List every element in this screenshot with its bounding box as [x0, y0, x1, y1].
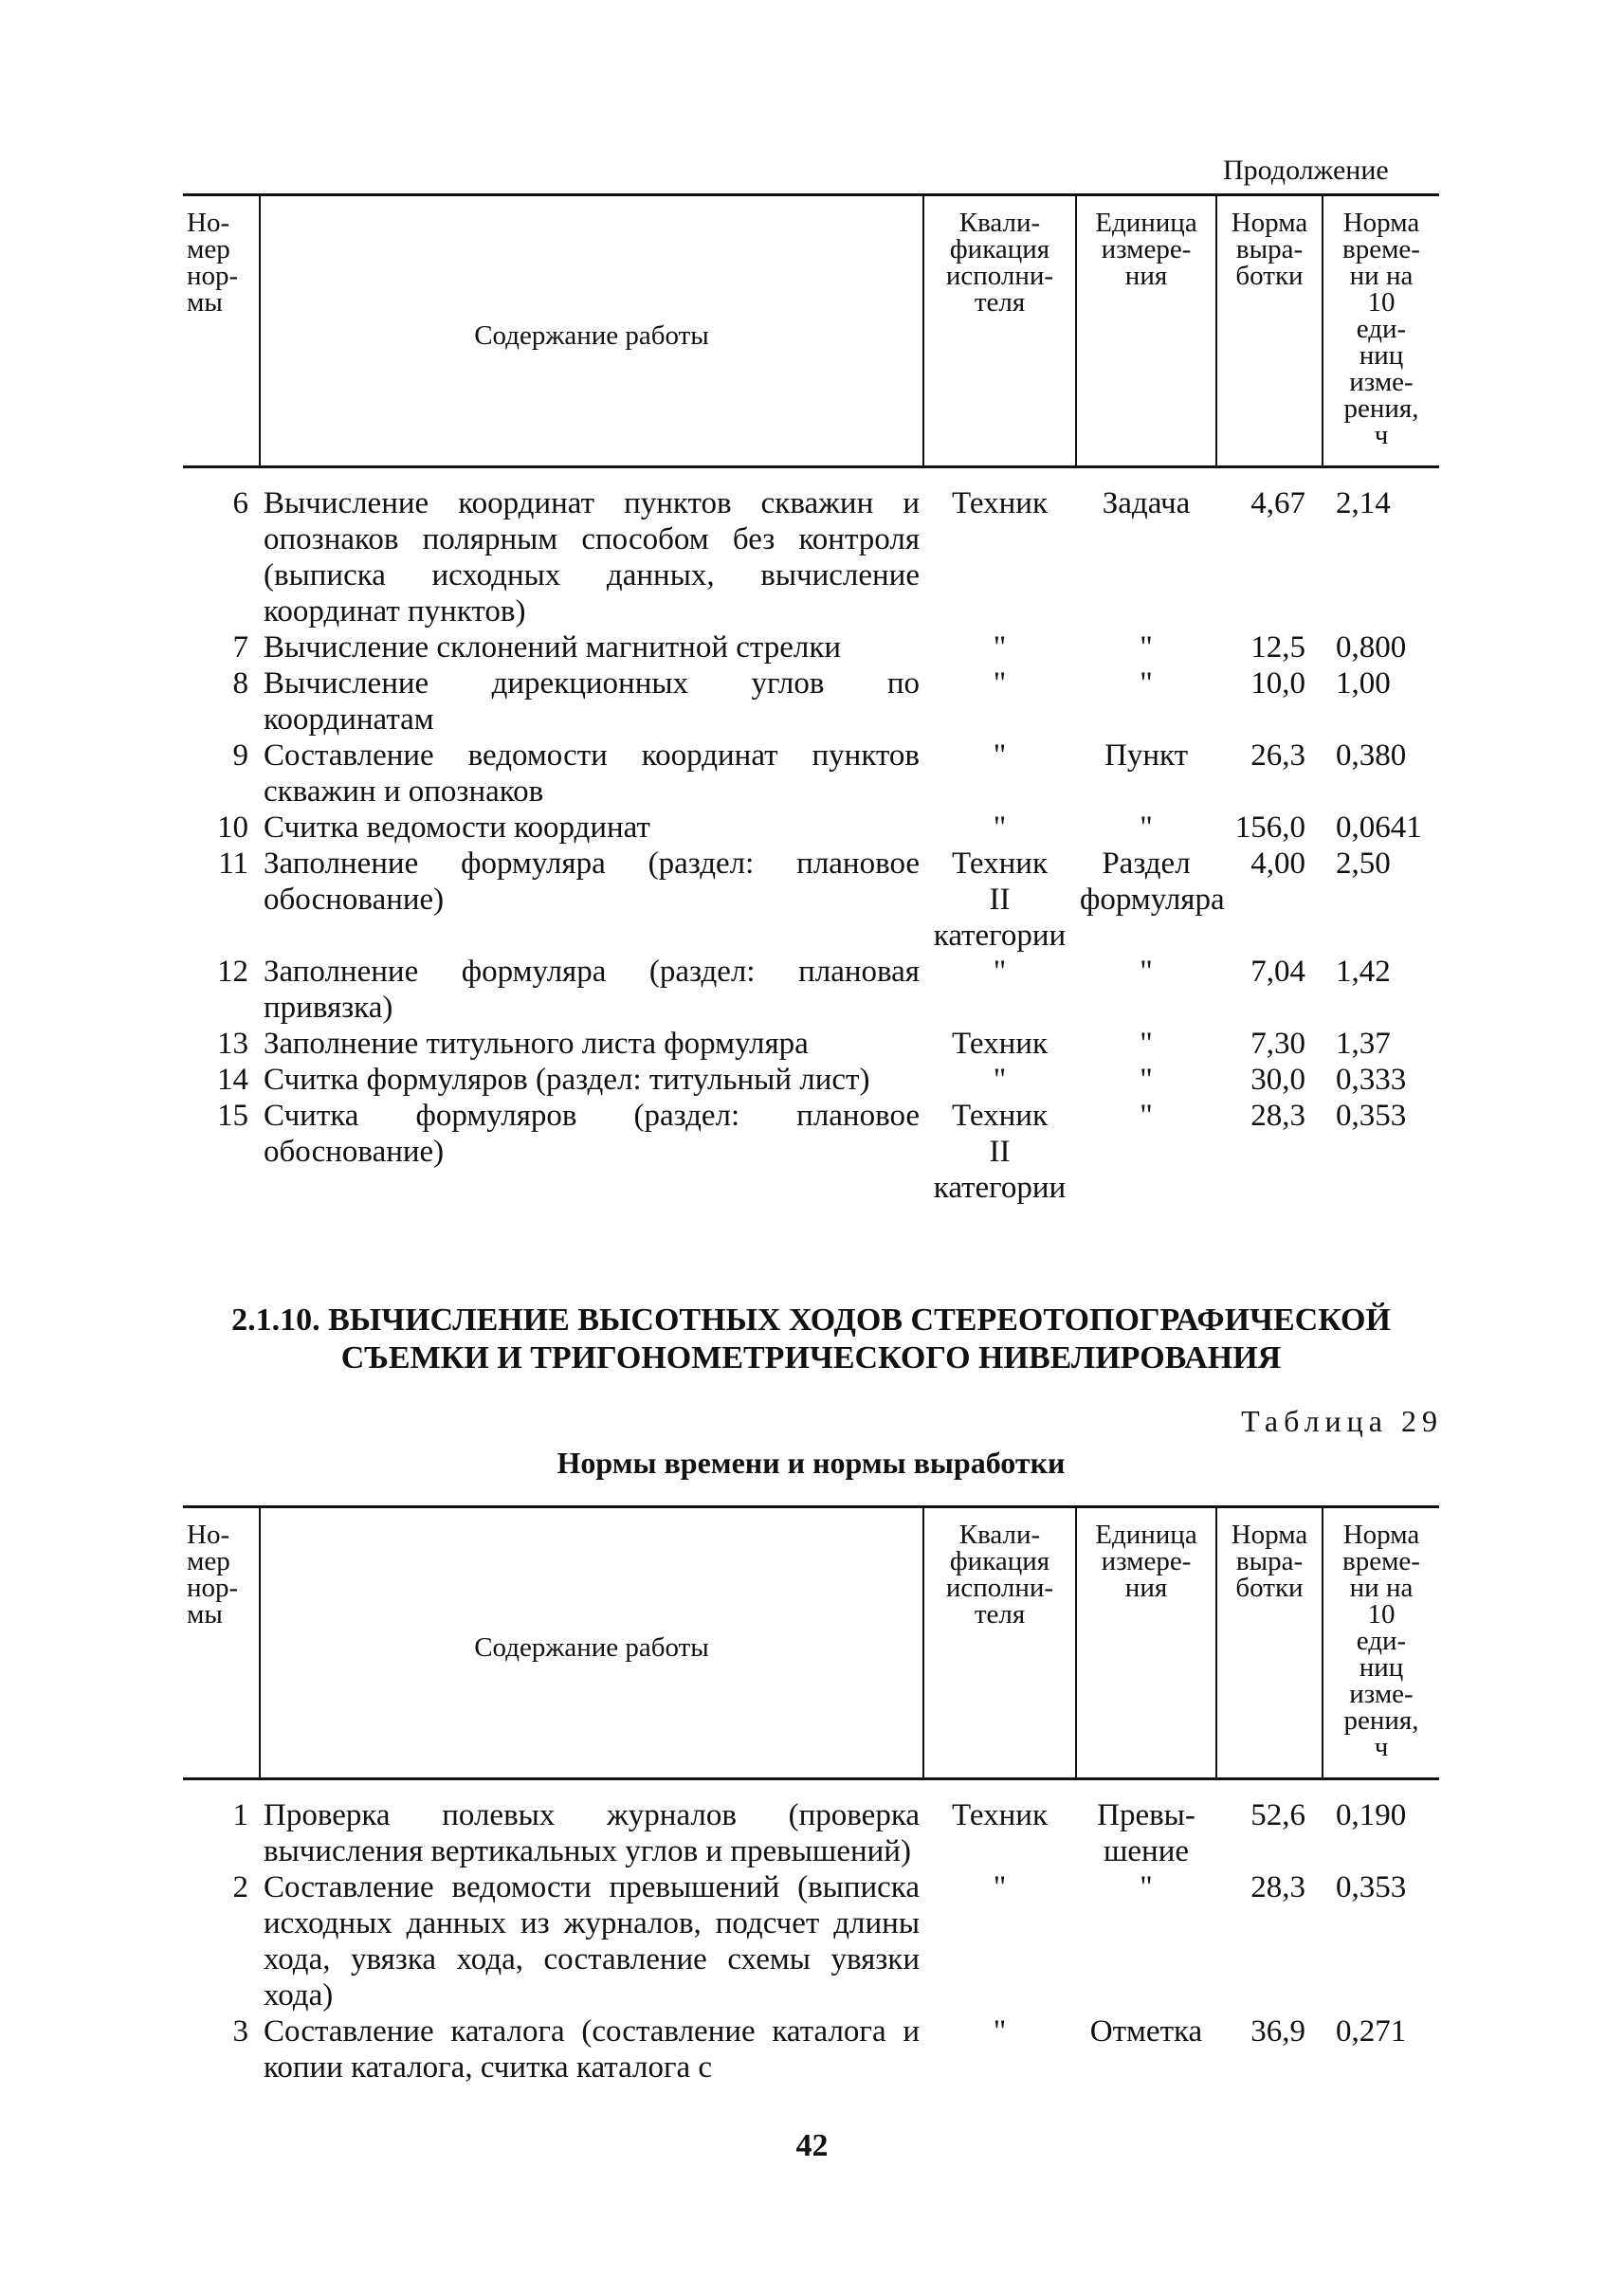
row-time: 0,0641 [1336, 811, 1422, 845]
row-number: 2 [232, 1870, 248, 1904]
row-rate: 28,3 [1250, 1870, 1305, 1904]
header-qualification: Квали- фикация исполни- теля [923, 195, 1076, 467]
table-row [183, 954, 1439, 1026]
row-work: Считка формуляров (раздел: плановое обоснование) [264, 1099, 920, 1169]
row-work: Вычисление дирекционных углов по координатам [264, 666, 920, 737]
header-number: Но- мер нор- мы [187, 208, 239, 318]
row-time: 0,800 [1336, 630, 1407, 665]
row-rate: 156,0 [1234, 811, 1305, 845]
row-number: 14 [217, 1063, 248, 1097]
row-number: 12 [217, 955, 248, 989]
row-unit: Задача [1102, 486, 1191, 520]
row-work: Составление ведомости превышений (выписка исходных данных из журналов, подсчет длины хода, увязка хода, составление схемы увязки хода) [264, 1870, 920, 2013]
header-qualification: Квали- фикация исполни- теля [923, 1507, 1076, 1779]
table-row [183, 1062, 1439, 1098]
row-work: Заполнение формуляра (раздел: плановая привязка) [264, 955, 920, 1025]
row-work: Заполнение формуляра (раздел: плановое обоснование) [264, 847, 920, 917]
row-unit: Раздел формуляра [1080, 847, 1225, 917]
table-row [183, 467, 1439, 630]
table-row [183, 1098, 1439, 1206]
table-row [183, 1779, 1439, 1870]
row-unit: " [1140, 630, 1153, 665]
row-qualification: Техник [952, 486, 1048, 520]
table-caption: Нормы времени и нормы выработки [557, 1446, 1066, 1480]
row-unit: " [1140, 955, 1153, 989]
table-body [183, 467, 1439, 1207]
table-row [183, 1869, 1439, 2013]
table-label: Таблица 29 [1241, 1404, 1443, 1438]
header-rate: Норма выра- ботки [1216, 1507, 1323, 1779]
continuation-label: Продолжение [1223, 155, 1389, 186]
header-rate: Норма выра- ботки [1216, 195, 1323, 467]
row-rate: 12,5 [1250, 630, 1305, 665]
row-qualification: " [993, 738, 1007, 773]
section-heading: 2.1.10. ВЫЧИСЛЕНИЕ ВЫСОТНЫХ ХОДОВ СТЕРЕОТОПОГРАФИЧЕСКОЙ СЪЕМКИ И ТРИГОНОМЕТРИЧЕСКОГО НИВЕЛИРОВАНИЯ [231, 1302, 1391, 1375]
row-qualification: " [993, 2014, 1007, 2049]
row-work: Вычисление склонений магнитной стрелки [264, 630, 842, 665]
row-rate: 7,30 [1250, 1027, 1305, 1061]
header-time: Норма време- ни на 10 еди- ниц изме- рения, ч [1323, 1507, 1439, 1779]
header-unit: Единица измере- ния [1076, 195, 1216, 467]
row-work: Составление ведомости координат пунктов скважин и опознаков [264, 738, 920, 809]
row-time: 0,271 [1336, 2014, 1407, 2049]
table-row [183, 665, 1439, 738]
row-unit: " [1140, 666, 1153, 701]
row-time: 0,190 [1336, 1798, 1407, 1832]
row-number: 10 [217, 811, 248, 845]
row-rate: 4,67 [1250, 486, 1305, 520]
page-number: 42 [795, 2128, 829, 2163]
row-qualification: " [993, 630, 1007, 665]
row-qualification: Техник [952, 1798, 1048, 1832]
row-number: 8 [232, 666, 248, 701]
row-unit: Отметка [1089, 2014, 1203, 2049]
row-qualification: Техник [952, 1027, 1048, 1061]
table-body [183, 1779, 1439, 2086]
table-row [183, 1026, 1439, 1062]
row-number: 15 [217, 1099, 248, 1133]
table-row [183, 2013, 1439, 2086]
row-work: Проверка полевых журналов (проверка вычисления вертикальных углов и превышений) [264, 1798, 920, 1868]
row-qualification: Техник II категории [933, 847, 1067, 953]
row-rate: 52,6 [1250, 1798, 1305, 1832]
row-time: 0,380 [1336, 738, 1407, 773]
row-work: Считка ведомости координат [264, 811, 650, 845]
row-time: 1,37 [1336, 1027, 1391, 1061]
row-qualification: " [993, 1063, 1007, 1097]
row-rate: 7,04 [1250, 955, 1305, 989]
row-unit: " [1140, 1063, 1153, 1097]
row-number: 9 [232, 738, 248, 773]
row-unit: " [1140, 811, 1153, 845]
row-number: 11 [218, 847, 248, 881]
row-rate: 4,00 [1250, 847, 1305, 881]
row-qualification: Техник II категории [933, 1099, 1067, 1205]
row-time: 1,42 [1336, 955, 1391, 989]
row-time: 0,333 [1336, 1063, 1407, 1097]
row-number: 13 [217, 1027, 248, 1061]
row-time: 1,00 [1336, 666, 1391, 701]
table-row [183, 846, 1439, 954]
row-rate: 30,0 [1250, 1063, 1305, 1097]
row-unit: " [1140, 1870, 1153, 1904]
row-time: 0,353 [1336, 1099, 1407, 1133]
row-work: Заполнение титульного листа формуляра [264, 1027, 809, 1061]
norms-table-continued [183, 193, 1439, 1206]
row-work: Составление каталога (составление каталога и копии каталога, считка каталога с [264, 2014, 920, 2085]
row-unit: Превы- шение [1097, 1798, 1195, 1868]
row-number: 7 [232, 630, 248, 665]
row-qualification: " [993, 955, 1007, 989]
row-work: Вычисление координат пунктов скважин и опознаков полярным способом без контроля (выписка исходных данных, вычисление координат пунктов) [264, 486, 920, 628]
header-time: Норма време- ни на 10 еди- ниц изме- рения, ч [1323, 195, 1439, 467]
norms-table-29 [183, 1505, 1439, 2086]
row-qualification: " [993, 666, 1007, 701]
table-row [183, 629, 1439, 665]
row-qualification: " [993, 811, 1007, 845]
header-number: Но- мер нор- мы [187, 1520, 239, 1630]
row-time: 0,353 [1336, 1870, 1407, 1904]
row-number: 3 [232, 2014, 248, 2049]
header-content: Содержание работы [260, 1507, 923, 1779]
table-row [183, 810, 1439, 846]
row-qualification: " [993, 1870, 1007, 1904]
row-rate: 36,9 [1250, 2014, 1305, 2049]
row-unit: " [1140, 1099, 1153, 1133]
row-unit: Пункт [1104, 738, 1188, 773]
header-unit: Единица измере- ния [1076, 1507, 1216, 1779]
row-number: 1 [232, 1798, 248, 1832]
row-time: 2,50 [1336, 847, 1391, 881]
table-row [183, 738, 1439, 810]
row-work: Считка формуляров (раздел: титульный лист) [264, 1063, 870, 1097]
row-rate: 26,3 [1250, 738, 1305, 773]
row-unit: " [1140, 1027, 1153, 1061]
row-rate: 28,3 [1250, 1099, 1305, 1133]
row-number: 6 [232, 486, 248, 520]
header-content: Содержание работы [260, 195, 923, 467]
row-time: 2,14 [1336, 486, 1391, 520]
row-rate: 10,0 [1250, 666, 1305, 701]
